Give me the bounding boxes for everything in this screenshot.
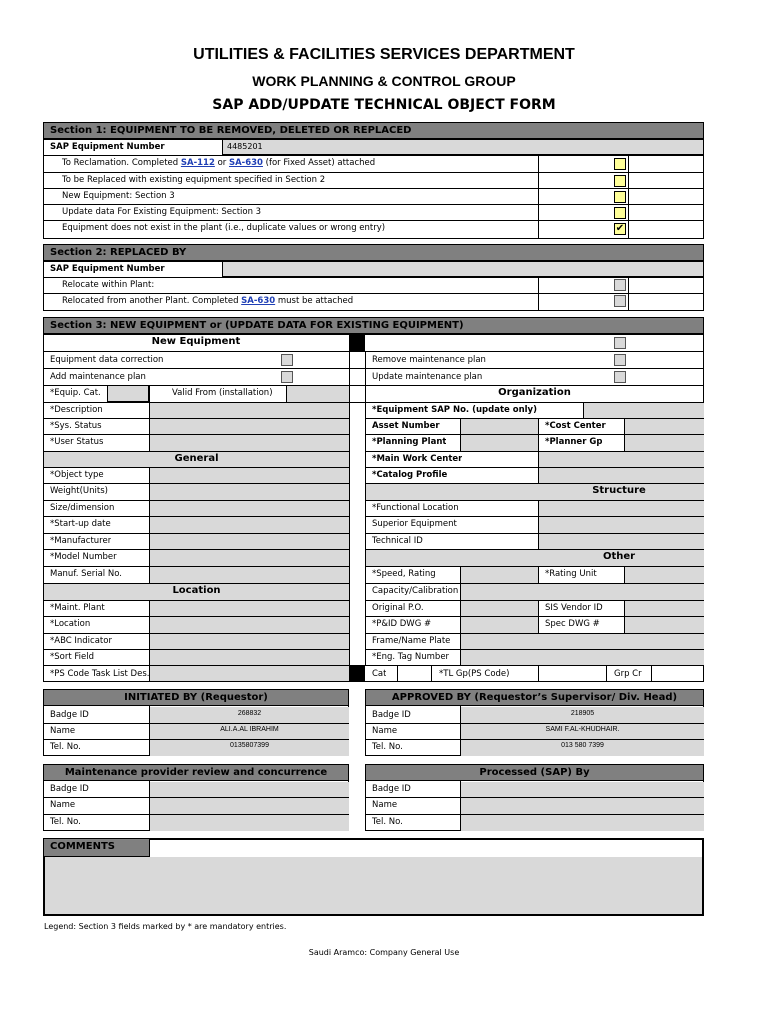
relocated-another-checkbox[interactable] — [614, 295, 626, 307]
section3-title: Section 3: NEW EQUIPMENT or (UPDATE DATA FOR EXISTING EQUIPMENT) — [43, 317, 704, 334]
cost-center-field[interactable] — [625, 419, 704, 434]
sa630-link-2[interactable]: SA-630 — [241, 296, 276, 306]
section1-sap-label: SAP Equipment Number — [50, 142, 165, 152]
section1-sap-value[interactable]: 4485201 — [222, 139, 704, 155]
divider — [365, 665, 704, 666]
add-maint-plan-label: Add maintenance plan — [50, 372, 146, 382]
divider — [43, 665, 349, 666]
approved-tel-value[interactable]: 013 580 7399 — [561, 742, 604, 749]
catalog-profile-label: *Catalog Profile — [372, 470, 448, 480]
description-label: *Description — [50, 405, 103, 415]
divider — [43, 723, 349, 724]
divider — [538, 566, 539, 583]
speed-rating-label: *Speed, Rating — [372, 569, 436, 579]
pid-dwg-field[interactable] — [461, 617, 538, 633]
approved-title: APPROVED BY (Requestor’s Supervisor/ Div. Head) — [365, 689, 704, 706]
black-cell — [349, 665, 365, 682]
divider — [43, 483, 349, 484]
comments-field[interactable] — [45, 857, 702, 914]
section2-sap-label: SAP Equipment Number — [50, 264, 165, 274]
other-text: Other — [602, 551, 636, 562]
divider — [43, 549, 349, 550]
approved-tel-label: Tel. No. — [372, 742, 403, 752]
divider — [538, 665, 539, 682]
not-exist-checkbox[interactable]: ✔ — [615, 223, 625, 234]
initiated-name-value[interactable]: ALI.A.AL IBRAHIM — [220, 726, 279, 733]
divider — [43, 516, 349, 517]
sis-vendor-id-label: SIS Vendor ID — [545, 603, 603, 613]
frame-name-plate-label: Frame/Name Plate — [372, 636, 451, 646]
divider — [43, 155, 704, 156]
divider — [460, 566, 461, 583]
processed-tel-label: Tel. No. — [372, 817, 403, 827]
equip-cat-field[interactable] — [107, 385, 149, 402]
spec-dwg-label: Spec DWG # — [545, 619, 600, 629]
approved-name-label: Name — [372, 726, 398, 736]
initiated-title: INITIATED BY (Requestor) — [43, 689, 349, 706]
new-equipment-checkbox-s3[interactable] — [614, 337, 626, 349]
relocated-text: Relocated from another Plant. Completed — [62, 296, 242, 306]
divider — [43, 500, 349, 501]
maint-plant-label: *Maint. Plant — [50, 603, 105, 613]
form-title: SAP ADD/UPDATE TECHNICAL OBJECT FORM — [212, 97, 556, 113]
superior-equipment-label: Superior Equipment — [372, 519, 457, 529]
section1-row-reclamation — [56, 156, 375, 170]
user-status-label: *User Status — [50, 437, 104, 447]
valid-from-field[interactable] — [287, 386, 349, 402]
department-title: UTILITIES & FACILITIES SERVICES DEPARTMENT — [193, 46, 575, 63]
sis-vendor-id-field[interactable] — [625, 601, 704, 616]
weight-label: Weight(Units) — [50, 486, 108, 496]
divider — [43, 368, 704, 369]
rating-unit-field[interactable] — [625, 567, 704, 583]
replaced-checkbox[interactable] — [614, 175, 626, 187]
sys-status-label: *Sys. Status — [50, 421, 102, 431]
divider — [365, 649, 704, 650]
equip-cat-label: *Equip. Cat. — [50, 388, 101, 398]
asset-number-label: Asset Number — [372, 421, 440, 431]
processed-badge-label: Badge ID — [372, 784, 411, 794]
original-po-label: Original P.O. — [372, 603, 424, 613]
divider — [149, 385, 150, 402]
divider — [538, 277, 539, 311]
capacity-calibration-field[interactable] — [461, 584, 704, 600]
planner-gp-label: *Planner Gp — [545, 437, 603, 447]
divider — [606, 665, 607, 682]
divider — [365, 814, 704, 815]
or-text: or — [214, 158, 229, 168]
divider — [43, 172, 704, 173]
relocate-within-checkbox[interactable] — [614, 279, 626, 291]
reclamation-checkbox[interactable] — [614, 158, 626, 170]
footer-text: Saudi Aramco: Company General Use — [308, 948, 460, 957]
divider — [43, 649, 349, 650]
valid-from-label: Valid From (installation) — [172, 388, 273, 398]
black-cell — [349, 334, 365, 351]
sort-field-label: *Sort Field — [50, 652, 94, 662]
divider — [43, 566, 349, 567]
divider — [43, 739, 349, 740]
organization-header: Organization — [498, 387, 571, 398]
divider — [43, 616, 349, 617]
divider — [43, 204, 704, 205]
reclamation-text: To Reclamation. Completed — [62, 158, 181, 168]
divider — [43, 633, 349, 634]
attached-text: (for Fixed Asset) attached — [262, 158, 376, 168]
new-equipment-checkbox[interactable] — [614, 191, 626, 203]
model-number-label: *Model Number — [50, 552, 117, 562]
spec-dwg-field[interactable] — [625, 617, 704, 633]
add-maint-plan-checkbox[interactable] — [281, 371, 293, 383]
divider — [365, 723, 704, 724]
section1-title: Section 1: EQUIPMENT TO BE REMOVED, DELETED OR REPLACED — [43, 122, 704, 139]
section1-row-replaced: To be Replaced with existing equipment specified in Section 2 — [62, 175, 326, 185]
divider — [628, 155, 629, 239]
structure-text: Structure — [592, 485, 646, 496]
divider — [624, 418, 625, 451]
general-header: General — [44, 452, 349, 467]
initiated-name-label: Name — [50, 726, 76, 736]
manuf-serial-label: Manuf. Serial No. — [50, 569, 122, 579]
maintenance-fields[interactable] — [150, 782, 349, 831]
equip-data-correction-checkbox[interactable] — [281, 354, 293, 366]
manufacturer-label: *Manufacturer — [50, 536, 112, 546]
divider — [624, 566, 625, 583]
legend-text: Legend: Section 3 fields marked by * are mandatory entries. — [44, 922, 287, 931]
divider — [43, 220, 704, 221]
divider — [538, 600, 539, 633]
update-data-checkbox[interactable] — [614, 207, 626, 219]
structure-header — [366, 484, 704, 500]
planning-plant-field[interactable] — [461, 435, 538, 451]
group-title: WORK PLANNING & CONTROL GROUP — [252, 73, 516, 89]
functional-location-label: *Functional Location — [372, 503, 459, 513]
technical-id-label: Technical ID — [372, 536, 423, 546]
must-attach-text: must be attached — [275, 296, 354, 306]
location-label: *Location — [50, 619, 91, 629]
divider — [538, 155, 539, 239]
divider — [365, 533, 704, 534]
comments-title: COMMENTS — [43, 838, 150, 857]
divider — [43, 814, 349, 815]
divider — [43, 434, 349, 435]
divider — [365, 516, 704, 517]
section2-title: Section 2: REPLACED BY — [43, 244, 704, 261]
section1-row-update: Update data For Existing Equipment: Section 3 — [62, 207, 262, 217]
abc-indicator-label: *ABC Indicator — [50, 636, 112, 646]
processed-name-label: Name — [372, 800, 398, 810]
divider — [431, 665, 432, 682]
ps-code-task-label: *PS Code Task List Des. — [50, 669, 150, 679]
section1-row-new: New Equipment: Section 3 — [62, 191, 175, 201]
equip-sap-no-label: *Equipment SAP No. (update only) — [372, 405, 537, 415]
divider — [365, 467, 704, 468]
divider — [624, 600, 625, 633]
approved-badge-value[interactable]: 218905 — [570, 710, 595, 717]
divider — [43, 351, 704, 352]
sa630-link[interactable]: SA-630 — [228, 158, 263, 168]
divider — [628, 277, 629, 311]
grp-cr-label: Grp Cr — [614, 669, 642, 679]
divider — [43, 797, 349, 798]
update-maint-plan-checkbox[interactable] — [614, 371, 626, 383]
eng-tag-number-label: *Eng. Tag Number — [372, 652, 450, 662]
asset-number-field[interactable] — [461, 419, 538, 434]
processed-title: Processed (SAP) By — [365, 764, 704, 781]
divider — [349, 351, 350, 665]
divider — [651, 665, 652, 682]
approved-badge-label: Badge ID — [372, 710, 411, 720]
rating-unit-label: *Rating Unit — [545, 569, 597, 579]
structure-fields[interactable] — [539, 501, 704, 549]
divider — [460, 418, 461, 451]
remove-maint-plan-checkbox[interactable] — [614, 354, 626, 366]
capacity-calibration-label: Capacity/Calibration — [372, 586, 459, 596]
cost-center-label: *Cost Center — [545, 421, 606, 431]
remove-maint-plan-label: Remove maintenance plan — [372, 355, 486, 365]
speed-rating-field[interactable] — [461, 567, 538, 583]
object-type-label: *Object type — [50, 470, 104, 480]
section1-row-not-exist: Equipment does not exist in the plant (i.e., duplicate values or wrong entry) — [62, 223, 386, 233]
section2-sap-value[interactable] — [222, 261, 704, 277]
maintenance-title: Maintenance provider review and concurrence — [43, 764, 349, 781]
divider — [397, 665, 398, 682]
maintenance-badge-label: Badge ID — [50, 784, 89, 794]
initiated-badge-value[interactable]: 268832 — [237, 710, 262, 717]
pid-dwg-label: *P&ID DWG # — [372, 619, 432, 629]
divider — [43, 418, 349, 419]
planner-gp-field[interactable] — [625, 435, 704, 451]
divider — [365, 797, 704, 798]
main-work-center-label: *Main Work Center — [372, 454, 463, 464]
divider — [538, 418, 539, 451]
divider — [43, 533, 349, 534]
ps-code-task-field[interactable] — [150, 666, 349, 681]
maintenance-name-label: Name — [50, 800, 76, 810]
initiated-badge-label: Badge ID — [50, 710, 89, 720]
maintenance-tel-label: Tel. No. — [50, 817, 81, 827]
original-po-field[interactable] — [461, 601, 538, 616]
equip-data-correction-label: Equipment data correction — [50, 355, 164, 365]
approved-name-value[interactable]: SAMI F.AL-KHUDHAIR. — [545, 726, 620, 733]
description-status-fields[interactable] — [150, 403, 349, 451]
initiated-tel-label: Tel. No. — [50, 742, 81, 752]
startup-date-label: *Start-up date — [50, 519, 111, 529]
cat-label: Cat — [372, 669, 387, 679]
other-header — [366, 550, 704, 566]
divider — [365, 739, 704, 740]
location-header: Location — [44, 584, 349, 600]
divider — [43, 188, 704, 189]
sa112-link[interactable]: SA-112 — [180, 158, 215, 168]
processed-fields[interactable] — [461, 782, 704, 831]
size-dimension-label: Size/dimension — [50, 503, 115, 513]
update-maint-plan-label: Update maintenance plan — [372, 372, 483, 382]
new-equipment-header: New Equipment — [151, 336, 241, 347]
initiated-tel-value[interactable]: 0135807399 — [230, 742, 269, 749]
planning-plant-label: *Planning Plant — [372, 437, 447, 447]
equip-sap-no-field[interactable] — [584, 403, 704, 418]
tl-gp-label: *TL Gp(PS Code) — [439, 669, 510, 679]
relocated-another-label — [56, 294, 353, 308]
relocate-within-label: Relocate within Plant: — [62, 280, 155, 290]
